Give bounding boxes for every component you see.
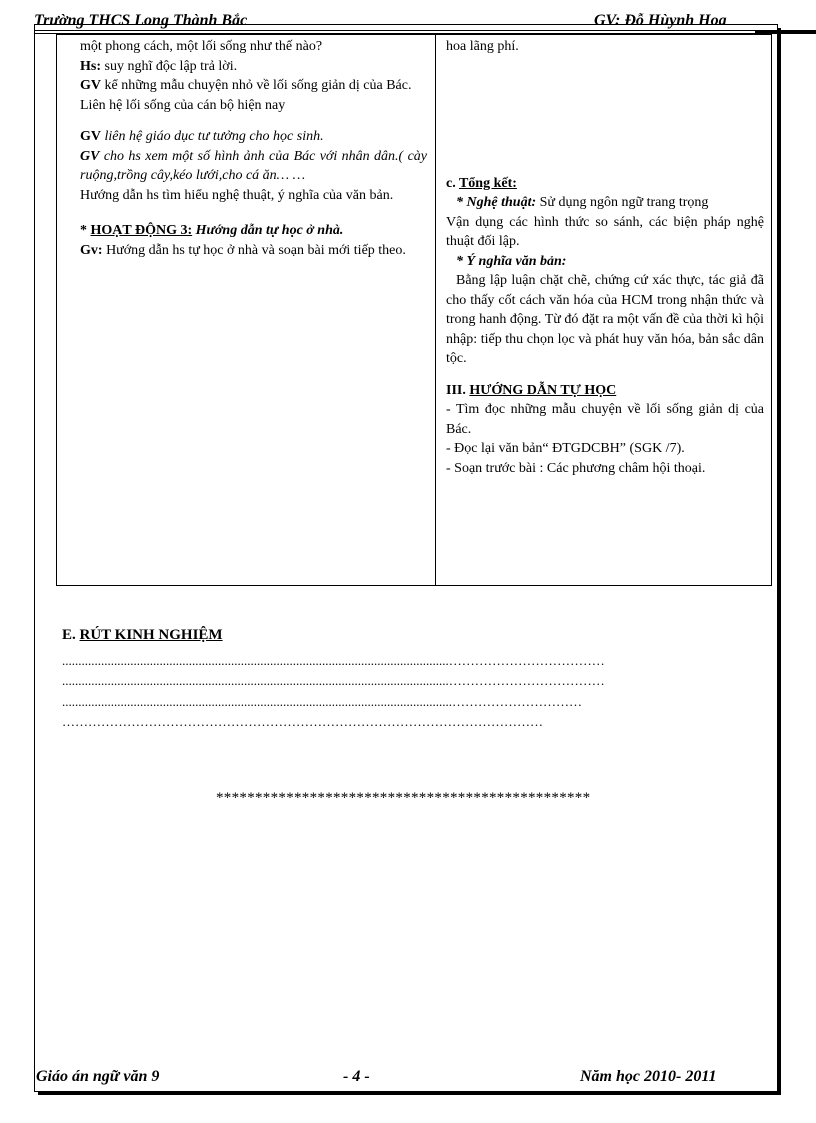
dotted-line: ………………………………………………………………………………………………… — [62, 714, 543, 729]
guide-line: - Đọc lại văn bản“ ĐTGDCBH” (SGK /7). — [446, 441, 685, 456]
summary-heading: c. Tổng kết: — [446, 175, 517, 191]
left-line: Gv: Hướng dẫn hs tự học ở nhà và soạn bài mới tiếp theo. — [80, 242, 406, 258]
left-line: Hướng dẫn hs tìm hiểu nghệ thuật, ý nghĩa của văn bản. — [80, 187, 394, 203]
meaning-text: Bằng lập luận chặt chẽ, chứng cứ xác thực, tác giả đã cho thấy cốt cách văn hóa của HCM trong nhận thức và trong hanh động. Từ đó đặt ra một vấn đề của thời kì hội nhập: tiếp thu chọn lọc và phát huy văn hóa, bản sắc dân tộc. — [446, 273, 764, 366]
guide-line: - Tìm đọc những mẫu chuyện về lối sống giản dị của Bác. — [446, 402, 764, 437]
content-column — [446, 37, 764, 478]
page-border-shadow-bottom — [38, 1092, 781, 1095]
teacher-name: GV: Đỗ Hùynh Hoa — [594, 12, 727, 29]
guide-heading: III. HƯỚNG DẪN TỰ HỌC — [446, 382, 617, 398]
page-number: - 4 - — [343, 1068, 370, 1085]
meaning-heading: * Ý nghĩa văn bản: — [456, 253, 567, 269]
dotted-line: .......................................................................................................................……………………………… — [62, 673, 605, 688]
guide-line: - Soạn trước bài : Các phương châm hội thoại. — [446, 460, 706, 476]
left-line: một phong cách, một lối sống như thế nào? — [80, 39, 323, 54]
left-line: GV kể những mẫu chuyện nhỏ về lối sống giản dị của Bác. — [80, 78, 412, 93]
page-border-shadow-right — [778, 28, 781, 1094]
left-line: GV cho hs xem một số hình ảnh của Bác với nhân dân.( cày ruộng,trồng cây,kéo lưới,cho cá ăn… … — [80, 148, 427, 183]
left-line: GV liên hệ giáo dục tư tưởng cho học sinh. — [80, 129, 324, 144]
school-name: Trường THCS Long Thành Bắc — [34, 12, 248, 29]
footer-school-year: Năm học 2010- 2011 — [580, 1068, 717, 1085]
right-line: Vận dụng các hình thức so sánh, các biện pháp nghệ thuật đối lập. — [446, 214, 764, 249]
right-line: hoa lãng phí. — [446, 39, 519, 54]
art-line: * Nghệ thuật: Sử dụng ngôn ngữ trang trọng — [456, 195, 709, 210]
teacher-activity-column — [80, 37, 427, 260]
activity-3-heading: * HOẠT ĐỘNG 3: Hướng dẫn tự học ở nhà. — [80, 223, 344, 238]
dotted-line: ........................................................................................................................………………………… — [62, 694, 582, 709]
separator-stars: ************************************************ — [216, 790, 591, 806]
dotted-line: .......................................................................................................................……………………………… — [62, 653, 605, 668]
table-column-divider — [435, 34, 436, 586]
left-line: Liên hệ lối sống của cán bộ hiện nay — [80, 97, 286, 113]
left-line: Hs: suy nghĩ độc lập trả lời. — [80, 58, 238, 74]
experience-heading: E. RÚT KINH NGHIỆM — [62, 627, 223, 643]
footer-subject: Giáo án ngữ văn 9 — [36, 1068, 160, 1085]
